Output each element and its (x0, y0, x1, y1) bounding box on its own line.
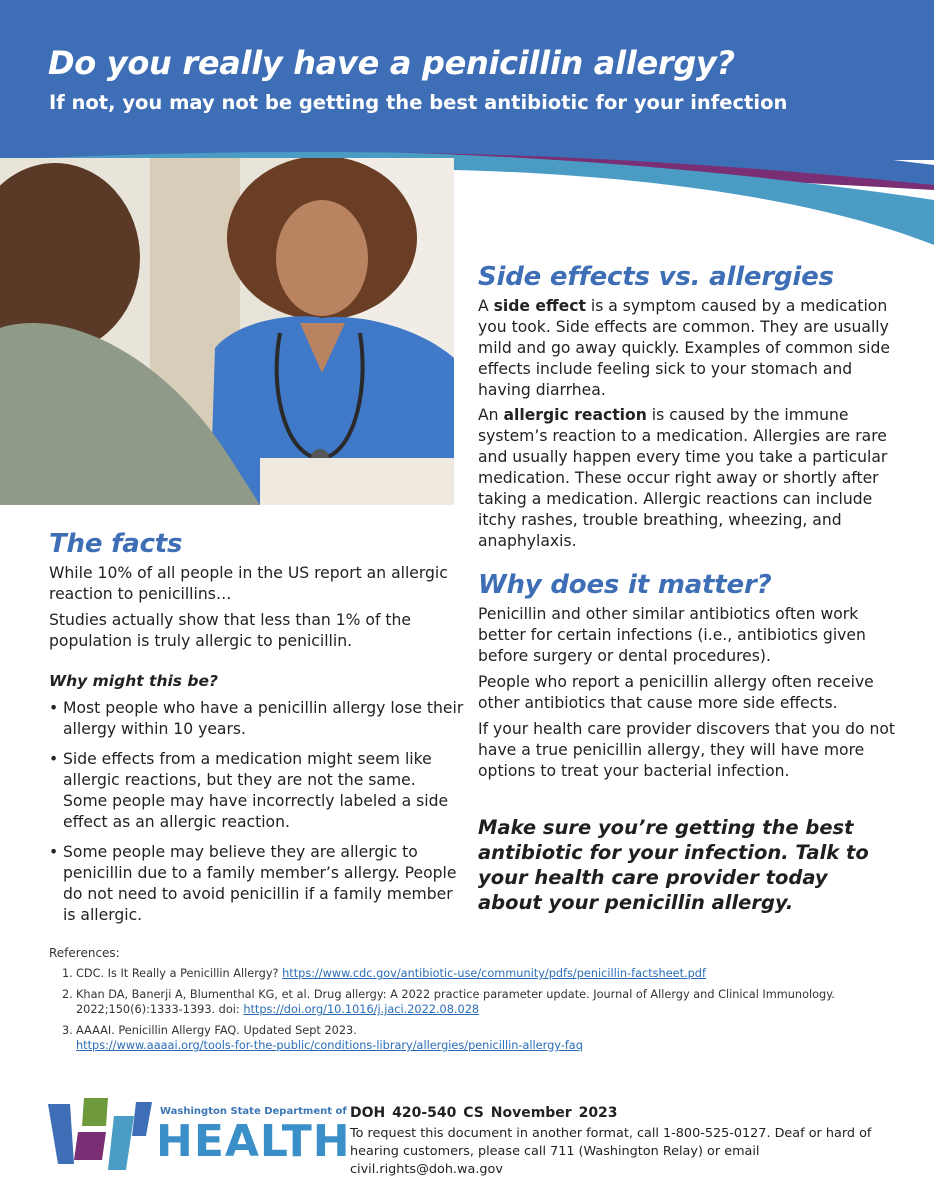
references-list (62, 966, 862, 1059)
why-might-label: Why might this be? (49, 672, 219, 690)
why-matter-paragraph-1: Penicillin and other similar antibiotics often work better for certain infections (i.e., antibiotics given before surgery or dental procedures). (478, 605, 866, 665)
logo-wordmark: HEALTH (156, 1116, 351, 1167)
document-id: DOH 420-540 CS November 2023 (350, 1105, 618, 1121)
reasons-list (49, 698, 464, 935)
references-label: References: (49, 946, 120, 960)
call-to-action: Make sure you’re getting the best antibiotic for your infection. Talk to your health care provider today about your penicillin allergy. (478, 816, 869, 914)
facts-paragraph-1: While 10% of all people in the US report an allergic reaction to penicillins… (49, 564, 448, 603)
facts-paragraph-2: Studies actually show that less than 1% of the population is truly allergic to penicillin. (49, 611, 412, 650)
reference-link[interactable]: https://www.aaaai.org/tools-for-the-public/conditions-library/allergies/penicillin-allergy-faq (76, 1039, 583, 1052)
reference-link[interactable]: https://doi.org/10.1016/j.jaci.2022.08.028 (243, 1003, 480, 1016)
doh-logo (48, 1096, 351, 1172)
why-matter-paragraph-3: If your health care provider discovers that you do not have a true penicillin allergy, they will have more options to treat your bacterial infection. (478, 720, 896, 780)
page-title: Do you really have a penicillin allergy? (48, 44, 735, 82)
list-item: • Some people may believe they are allergic to penicillin due to a family member’s allergy. People do not need to avoid penicillin if a family member is allergic. (49, 842, 464, 926)
side-effect-term: side effect (493, 297, 586, 315)
page-subtitle: If not, you may not be getting the best antibiotic for your infection (49, 91, 788, 114)
reference-link[interactable]: https://www.cdc.gov/antibiotic-use/community/pdfs/penicillin-factsheet.pdf (282, 967, 706, 980)
why-matter-heading: Why does it matter? (478, 570, 772, 600)
allergic-reaction-paragraph: An allergic reaction is caused by the immune system’s reaction to a medication. Allergies are rare and usually happen every time you take a particular medication. These occur right away or shortly after taking a medication. Allergic reactions can include itchy rashes, trouble breathing, wheezing, and anaphylaxis. (478, 406, 888, 550)
reference-item: 3. AAAAI. Penicillin Allergy FAQ. Updated Sept 2023. https://www.aaaai.org/tools-for-the-public/conditions-library/allergies/penicillin-allergy-faq (62, 1024, 583, 1052)
list-item: • Most people who have a penicillin allergy lose their allergy within 10 years. (49, 698, 464, 740)
accessibility-request: To request this document in another format, call 1-800-525-0127. Deaf or hard of hearing customers, please call 711 (Washington Relay) or email civil.rights@doh.wa.gov (350, 1126, 872, 1177)
why-matter-paragraph-2: People who report a penicillin allergy often receive other antibiotics that cause more side effects. (478, 673, 874, 712)
reference-item: 2. Khan DA, Banerji A, Blumenthal KG, et al. Drug allergy: A 2022 practice parameter update. Journal of Allergy and Clinical Immunology. 2022;150(6):1333-1393. doi: https://doi.org/10.1016/j.jaci.2022.08.028 (62, 988, 835, 1016)
logo-org-name: Washington State Department of (160, 1106, 347, 1117)
list-item: • Side effects from a medication might seem like allergic reactions, but they are not the same. Some people may have incorrectly labeled a side effect as an allergic reaction. (49, 749, 464, 833)
provider-photo (0, 158, 454, 505)
side-effects-heading: Side effects vs. allergies (478, 262, 834, 292)
side-effect-paragraph: A side effect is a symptom caused by a medication you took. Side effects are common. They are usually mild and go away quickly. Examples of common side effects include feeling sick to your stomach and having diarrhea. (478, 297, 890, 399)
facts-heading: The facts (49, 529, 183, 559)
allergic-reaction-term: allergic reaction (503, 406, 647, 424)
reference-item: 1. CDC. Is It Really a Penicillin Allergy? https://www.cdc.gov/antibiotic-use/community/pdfs/penicillin-factsheet.pdf (62, 967, 706, 980)
logo-mark-icon (48, 1096, 153, 1172)
